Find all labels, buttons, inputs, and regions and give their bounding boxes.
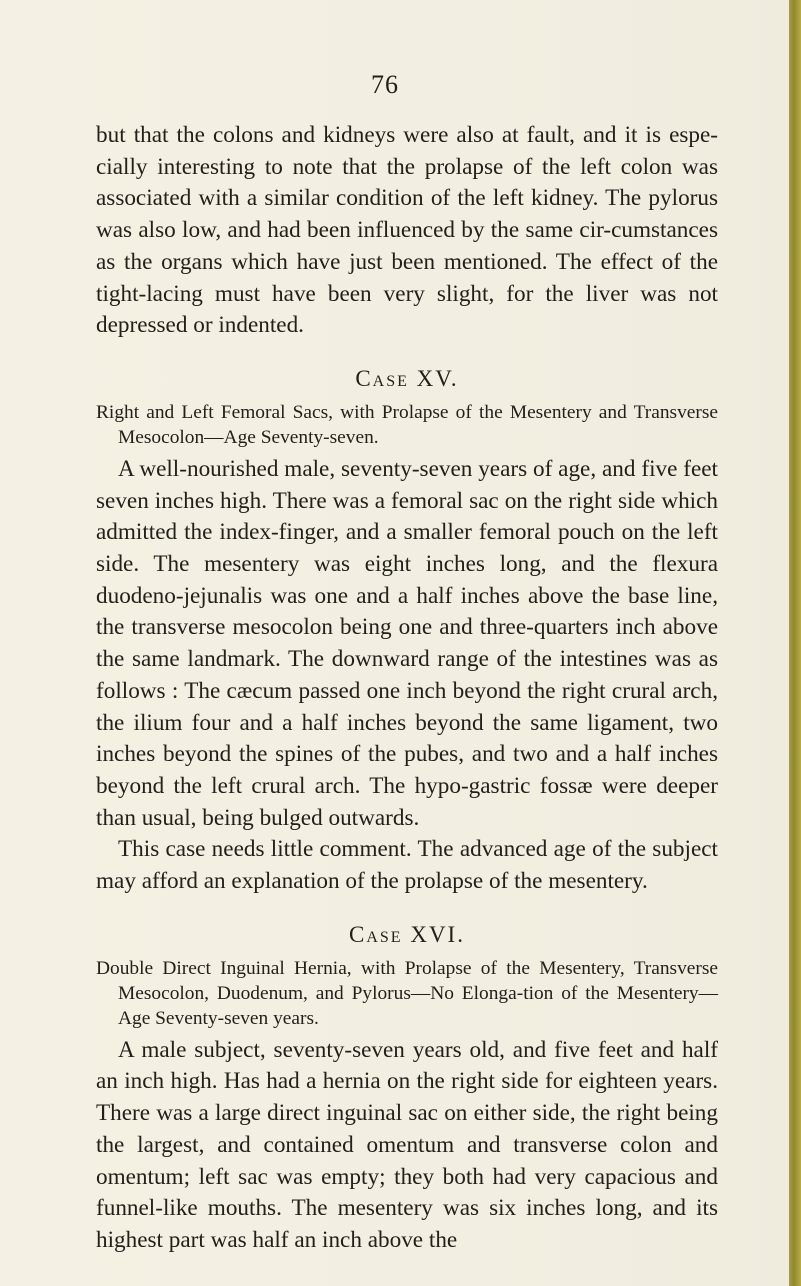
case-16-subtitle: Double Direct Inguinal Hernia, with Prolapse of the Mesentery, Transverse Mesocolon, Duodenum, and Pylorus—No Elonga-tion of the Mesentery—Age Seventy-seven years. bbox=[96, 957, 718, 1029]
intro-paragraph: but that the colons and kidneys were also at fault, and it is espe-cially interesting to note that the prolapse of the left colon was associated with a similar condition of the left kidney. The pylorus was also low, and had been influenced by the same cir-cumstances as the organs which have just been mentioned. The effect of the tight-lacing must have been very slight, for the liver was not depressed or indented. bbox=[96, 122, 718, 339]
page-number: 76 bbox=[371, 70, 399, 99]
case-15-paragraph: A well-nourished male, seventy-seven years of age, and five feet seven inches high. There was a femoral sac on the right side which admitted the index-finger, and a smaller femoral pouch on the left side. The mesentery was eight inches long, and the flexura duodeno-jejunalis was one and a half inches above the base line, the transverse mesocolon being one and three-quarters inch above the same landmark. The downward range of the intestines was as follows : The cæcum passed one inch beyond the right crural arch, the ilium four and a half inches beyond the same ligament, two inches beyond the spines of the pubes, and two and a half inches beyond the left crural arch. The hypo-gastric fossæ were deeper than usual, being bulged outwards. bbox=[96, 455, 718, 831]
page-edge bbox=[789, 0, 801, 1286]
case-16-heading: Case XVI. bbox=[349, 921, 465, 947]
case-15-paragraph: This case needs little comment. The advanced age of the subject may afford an explanation of the prolapse of the mesentery. bbox=[96, 836, 718, 895]
case-15-subtitle: Right and Left Femoral Sacs, with Prolapse of the Mesentery and Transverse Mesocolon—Age Seventy-seven. bbox=[96, 401, 718, 448]
page-content bbox=[96, 120, 718, 1257]
case-15-heading: Case XV. bbox=[355, 365, 459, 391]
case-16-paragraph: A male subject, seventy-seven years old, and five feet and half an inch high. Has had a hernia on the right side for eighteen years. There was a large direct inguinal sac on either side, the right being the largest, and contained omentum and transverse colon and omentum; left sac was empty; they both had very capacious and funnel-like mouths. The mesentery was six inches long, and its highest part was half an inch above the bbox=[96, 1036, 718, 1253]
